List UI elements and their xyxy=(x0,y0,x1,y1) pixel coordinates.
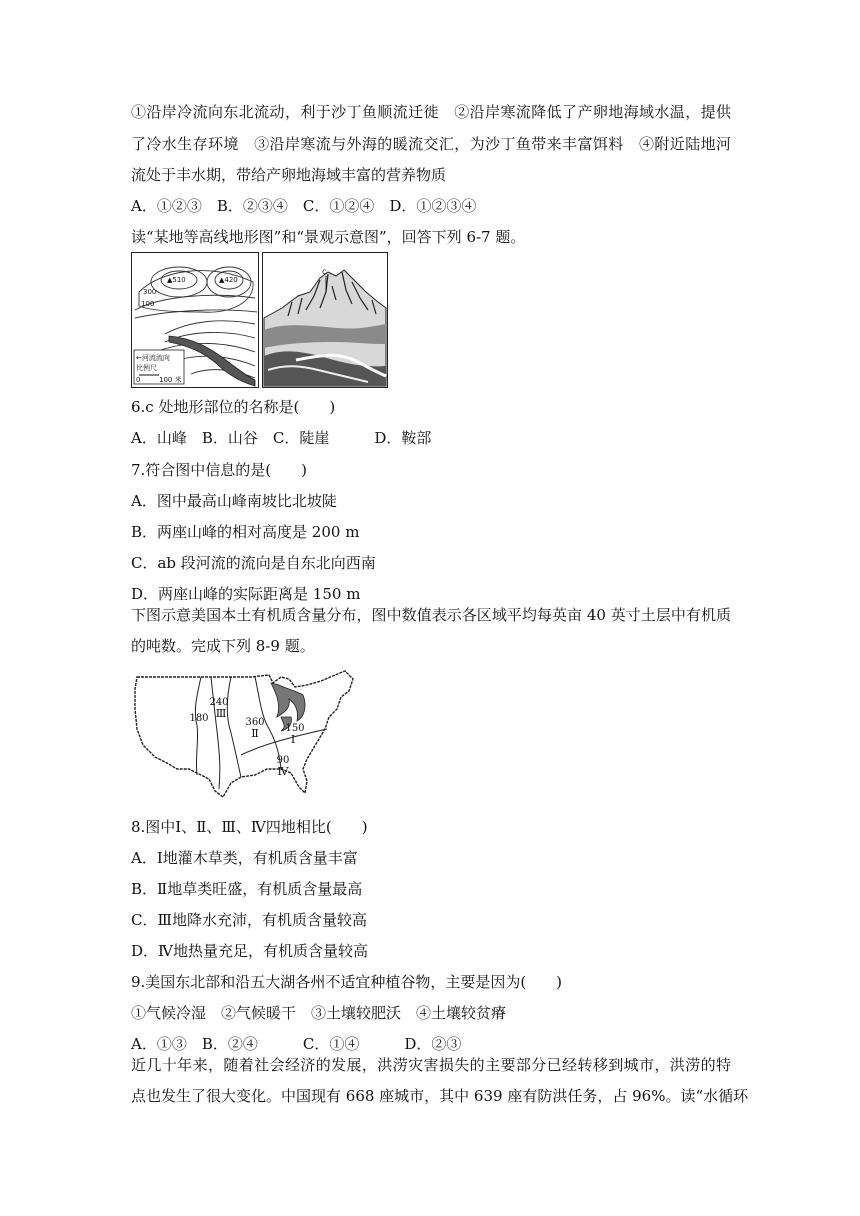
intro-8-9-line-2: 的吨数。完成下列 8-9 题。 xyxy=(131,637,315,655)
contour-300-label: 300 xyxy=(143,288,157,296)
contour-map-figure xyxy=(131,252,259,388)
legend-scale-label: 比例尺 xyxy=(136,364,157,372)
option-7b: B．两座山峰的相对高度是 200 m xyxy=(131,523,360,541)
legend-river-flow: ←河流流向 xyxy=(136,354,170,362)
answer-choices-q9: A．①③ B．②④ C．①④ D．②③ xyxy=(131,1035,462,1053)
region-i-numeral: Ⅰ xyxy=(290,733,296,746)
option-7d: D．两座山峰的实际距离是 150 m xyxy=(131,585,361,603)
region-ii-numeral: Ⅱ xyxy=(251,727,259,740)
option-8a: A．Ⅰ地灌木草类，有机质含量丰富 xyxy=(131,849,358,867)
question-6: 6.c 处地形部位的名称是( ) xyxy=(131,398,336,416)
question-8: 8.图中Ⅰ、Ⅱ、Ⅲ、Ⅳ四地相比( ) xyxy=(131,818,368,836)
us-organic-matter-map xyxy=(131,665,363,807)
option-7c: C．ab 段河流的流向是自东北向西南 xyxy=(131,554,376,572)
answer-choices-q6: A．山峰 B．山谷 C．陡崖 D．鞍部 xyxy=(131,429,432,447)
scale-end-label: 100 米 xyxy=(159,376,182,384)
passage-line-2: 点也发生了很大变化。中国现有 668 座城市，其中 639 座有防洪任务，占 96%。读“水循环 xyxy=(131,1087,749,1105)
label-c: c xyxy=(322,267,327,276)
region-180-value: 180 xyxy=(189,713,209,724)
instruction-6-7: 读“某地等高线地形图”和“景观示意图”，回答下列 6-7 题。 xyxy=(131,228,526,246)
question-7: 7.符合图中信息的是( ) xyxy=(131,461,308,479)
peak-510-label: ▲510 xyxy=(167,276,186,284)
option-8b: B．Ⅱ地草类旺盛，有机质含量最高 xyxy=(131,880,363,898)
region-iii-numeral: Ⅲ xyxy=(215,707,227,720)
option-line-3: 流处于丰水期，带给产卵地海域丰富的营养物质 xyxy=(131,166,447,184)
option-line-1: ①沿岸冷流向东北流动，利于沙丁鱼顺流迁徙 ②沿岸寒流降低了产卵地海域水温，提供 xyxy=(131,103,731,121)
options-9: ①气候冷湿 ②气候暖干 ③土壤较肥沃 ④土壤较贫瘠 xyxy=(131,1004,507,1022)
passage-line-1: 近几十年来，随着社会经济的发展，洪涝灾害损失的主要部分已经转移到城市，洪涝的特 xyxy=(131,1056,731,1074)
intro-8-9-line-1: 下图示意美国本土有机质含量分布，图中数值表示各区域平均每英亩 40 英寸土层中有机质 xyxy=(131,606,731,624)
option-7a: A．图中最高山峰南坡比北坡陡 xyxy=(131,492,337,510)
region-iii-value: 240 xyxy=(209,697,229,708)
question-9: 9.美国东北部和沿五大湖各州不适宜种植谷物，主要是因为( ) xyxy=(131,973,563,991)
contour-100-label: 100 xyxy=(141,300,155,308)
region-iv-value: 90 xyxy=(276,755,290,766)
landscape-sketch-figure xyxy=(262,252,388,388)
answer-choices-q5: A．①②③ B．②③④ C．①②④ D．①②③④ xyxy=(131,197,477,215)
scale-zero-label: 0 xyxy=(136,376,141,384)
peak-420-label: ▲420 xyxy=(219,276,238,284)
option-8c: C．Ⅲ地降水充沛，有机质含量较高 xyxy=(131,911,367,929)
region-iv-numeral: Ⅳ xyxy=(277,765,289,778)
option-8d: D．Ⅳ地热量充足，有机质含量较高 xyxy=(131,942,369,960)
region-ii-value: 360 xyxy=(245,717,265,728)
region-i-value: 150 xyxy=(285,723,305,734)
option-line-2: 了冷水生存环境 ③沿岸寒流与外海的暖流交汇，为沙丁鱼带来丰富饵料 ④附近陆地河 xyxy=(131,135,731,153)
